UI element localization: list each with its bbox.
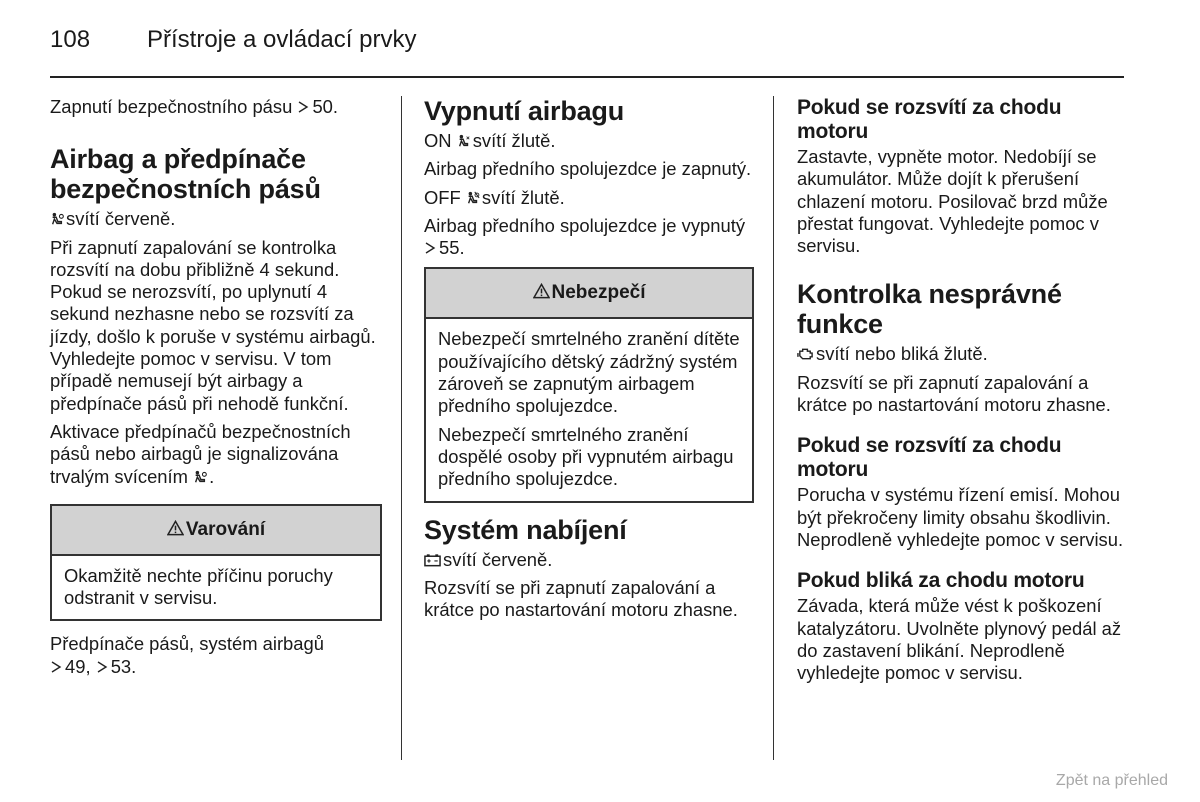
- page-header: [50, 24, 1124, 78]
- paragraph: Airbag předního spolujezdce je zapnutý.: [424, 158, 752, 180]
- danger-text: Nebezpečí smrtelného zranění dítěte používajícího dětský zádržný systém zároveň se zapnutým airbagem předního spolujezdce.: [438, 328, 740, 417]
- danger-box-header: Nebezpečí: [426, 269, 752, 319]
- danger-box: [424, 267, 754, 502]
- danger-box-body: [426, 319, 752, 500]
- airbag-warning-icon: [193, 470, 207, 484]
- column-divider: [773, 96, 774, 760]
- subheading: Pokud se rozsvítí za chodu motoru: [797, 434, 1062, 482]
- section-heading-charging: Systém nabíjení: [424, 514, 627, 545]
- paragraph: Závada, která může vést k poškození katalyzátoru. Uvolněte plynový pedál až do zastavení blikání. Neprodleně vyhledejte pomoc v servisu.: [797, 595, 1122, 684]
- engine-check-icon: [797, 347, 814, 361]
- passenger-airbag-on-icon: [457, 134, 471, 148]
- paragraph: Zastavte, vypněte motor. Nedobíjí se akumulátor. Může dojít k přerušení chlazení motoru. Posilovač brzd může přestat fungovat. Vyhledejte pomoc v servisu.: [797, 146, 1108, 257]
- paragraph: Rozsvítí se při zapnutí zapalování a krátce po nastartování motoru zhasne.: [424, 576, 738, 621]
- column-3: [797, 96, 1129, 690]
- passenger-airbag-off-icon: [466, 191, 480, 205]
- battery-icon: [424, 553, 441, 567]
- paragraph: Při zapnutí zapalování se kontrolka rozsvítí na dobu přibližně 4 sekund. Pokud se nerozsvítí, po uplynutí 4 sekund nezhasne nebo se rozsvítí za jízdy, došlo k poruše v systému airbagů. Vyhledejte pomoc v servisu. V tom případě nemusejí být airbagy a předpínače pásů při nehodě funkční.: [50, 236, 376, 414]
- warning-box-header: Varování: [52, 506, 380, 556]
- column-2: [424, 96, 754, 627]
- page-reference-icon: [96, 661, 108, 673]
- on-indicator-line: ON svítí žlutě.: [424, 130, 556, 151]
- engine-indicator-line: svítí nebo bliká žlutě.: [797, 343, 1129, 365]
- section-heading-malfunction: Kontrolka nesprávné funkce: [797, 279, 1062, 340]
- column-divider: [401, 96, 402, 760]
- airbag-warning-icon: [50, 212, 64, 226]
- page-ref-link[interactable]: 49,: [65, 655, 91, 677]
- page-reference-icon: [297, 101, 309, 113]
- off-indicator-line: OFF svítí žlutě.: [424, 186, 565, 208]
- back-to-overview-link[interactable]: Zpět na přehled: [1055, 772, 1168, 789]
- paragraph: Aktivace předpínačů bezpečnostních pásů nebo airbagů je signalizována trvalým svícením .: [50, 420, 351, 487]
- paragraph: Porucha v systému řízení emisí. Mohou být překročeny limity obsahu škodlivin. Neprodleně vyhledejte pomoc v servisu.: [797, 484, 1124, 550]
- page-reference-icon: [424, 242, 436, 254]
- paragraph: Airbag předního spolujezdce je vypnutý 55.: [424, 214, 746, 259]
- warning-box: [50, 504, 382, 622]
- page-reference-icon: [50, 661, 62, 673]
- section-heading-airbag-off: Vypnutí airbagu: [424, 96, 625, 126]
- paragraph: Rozsvítí se při zapnutí zapalování a krátce po nastartování motoru zhasne.: [797, 371, 1111, 416]
- danger-text: Nebezpečí smrtelného zranění dospělé osoby při vypnutém airbagu předního spolujezdce.: [438, 423, 734, 490]
- section-heading-airbag: Airbag a předpínače bezpečnostních pásů: [50, 144, 321, 205]
- indicator-line: svítí červeně.: [50, 208, 382, 230]
- column-1: [50, 96, 382, 684]
- warning-triangle-icon: [167, 520, 184, 536]
- page-number: 108: [50, 26, 91, 53]
- page-ref-link[interactable]: 55.: [439, 237, 465, 259]
- intro-paragraph: Zapnutí bezpečnostního pásu 50.: [50, 96, 339, 117]
- page-ref-link[interactable]: 53.: [110, 655, 137, 677]
- warning-text: Okamžitě nechte příčinu poruchy odstranit v servisu.: [64, 564, 333, 609]
- subheading: Pokud se rozsvítí za chodu motoru: [797, 96, 1062, 143]
- battery-indicator-line: svítí červeně.: [424, 549, 754, 571]
- warning-triangle-icon: [533, 283, 550, 299]
- warning-box-body: [52, 556, 380, 620]
- reference-paragraph: Předpínače pásů, systém airbagů 49, 53.: [50, 633, 324, 677]
- subheading: Pokud bliká za chodu motoru: [797, 569, 1085, 593]
- page-title: Přístroje a ovládací prvky: [147, 26, 417, 53]
- page-ref-link[interactable]: 50.: [312, 96, 339, 117]
